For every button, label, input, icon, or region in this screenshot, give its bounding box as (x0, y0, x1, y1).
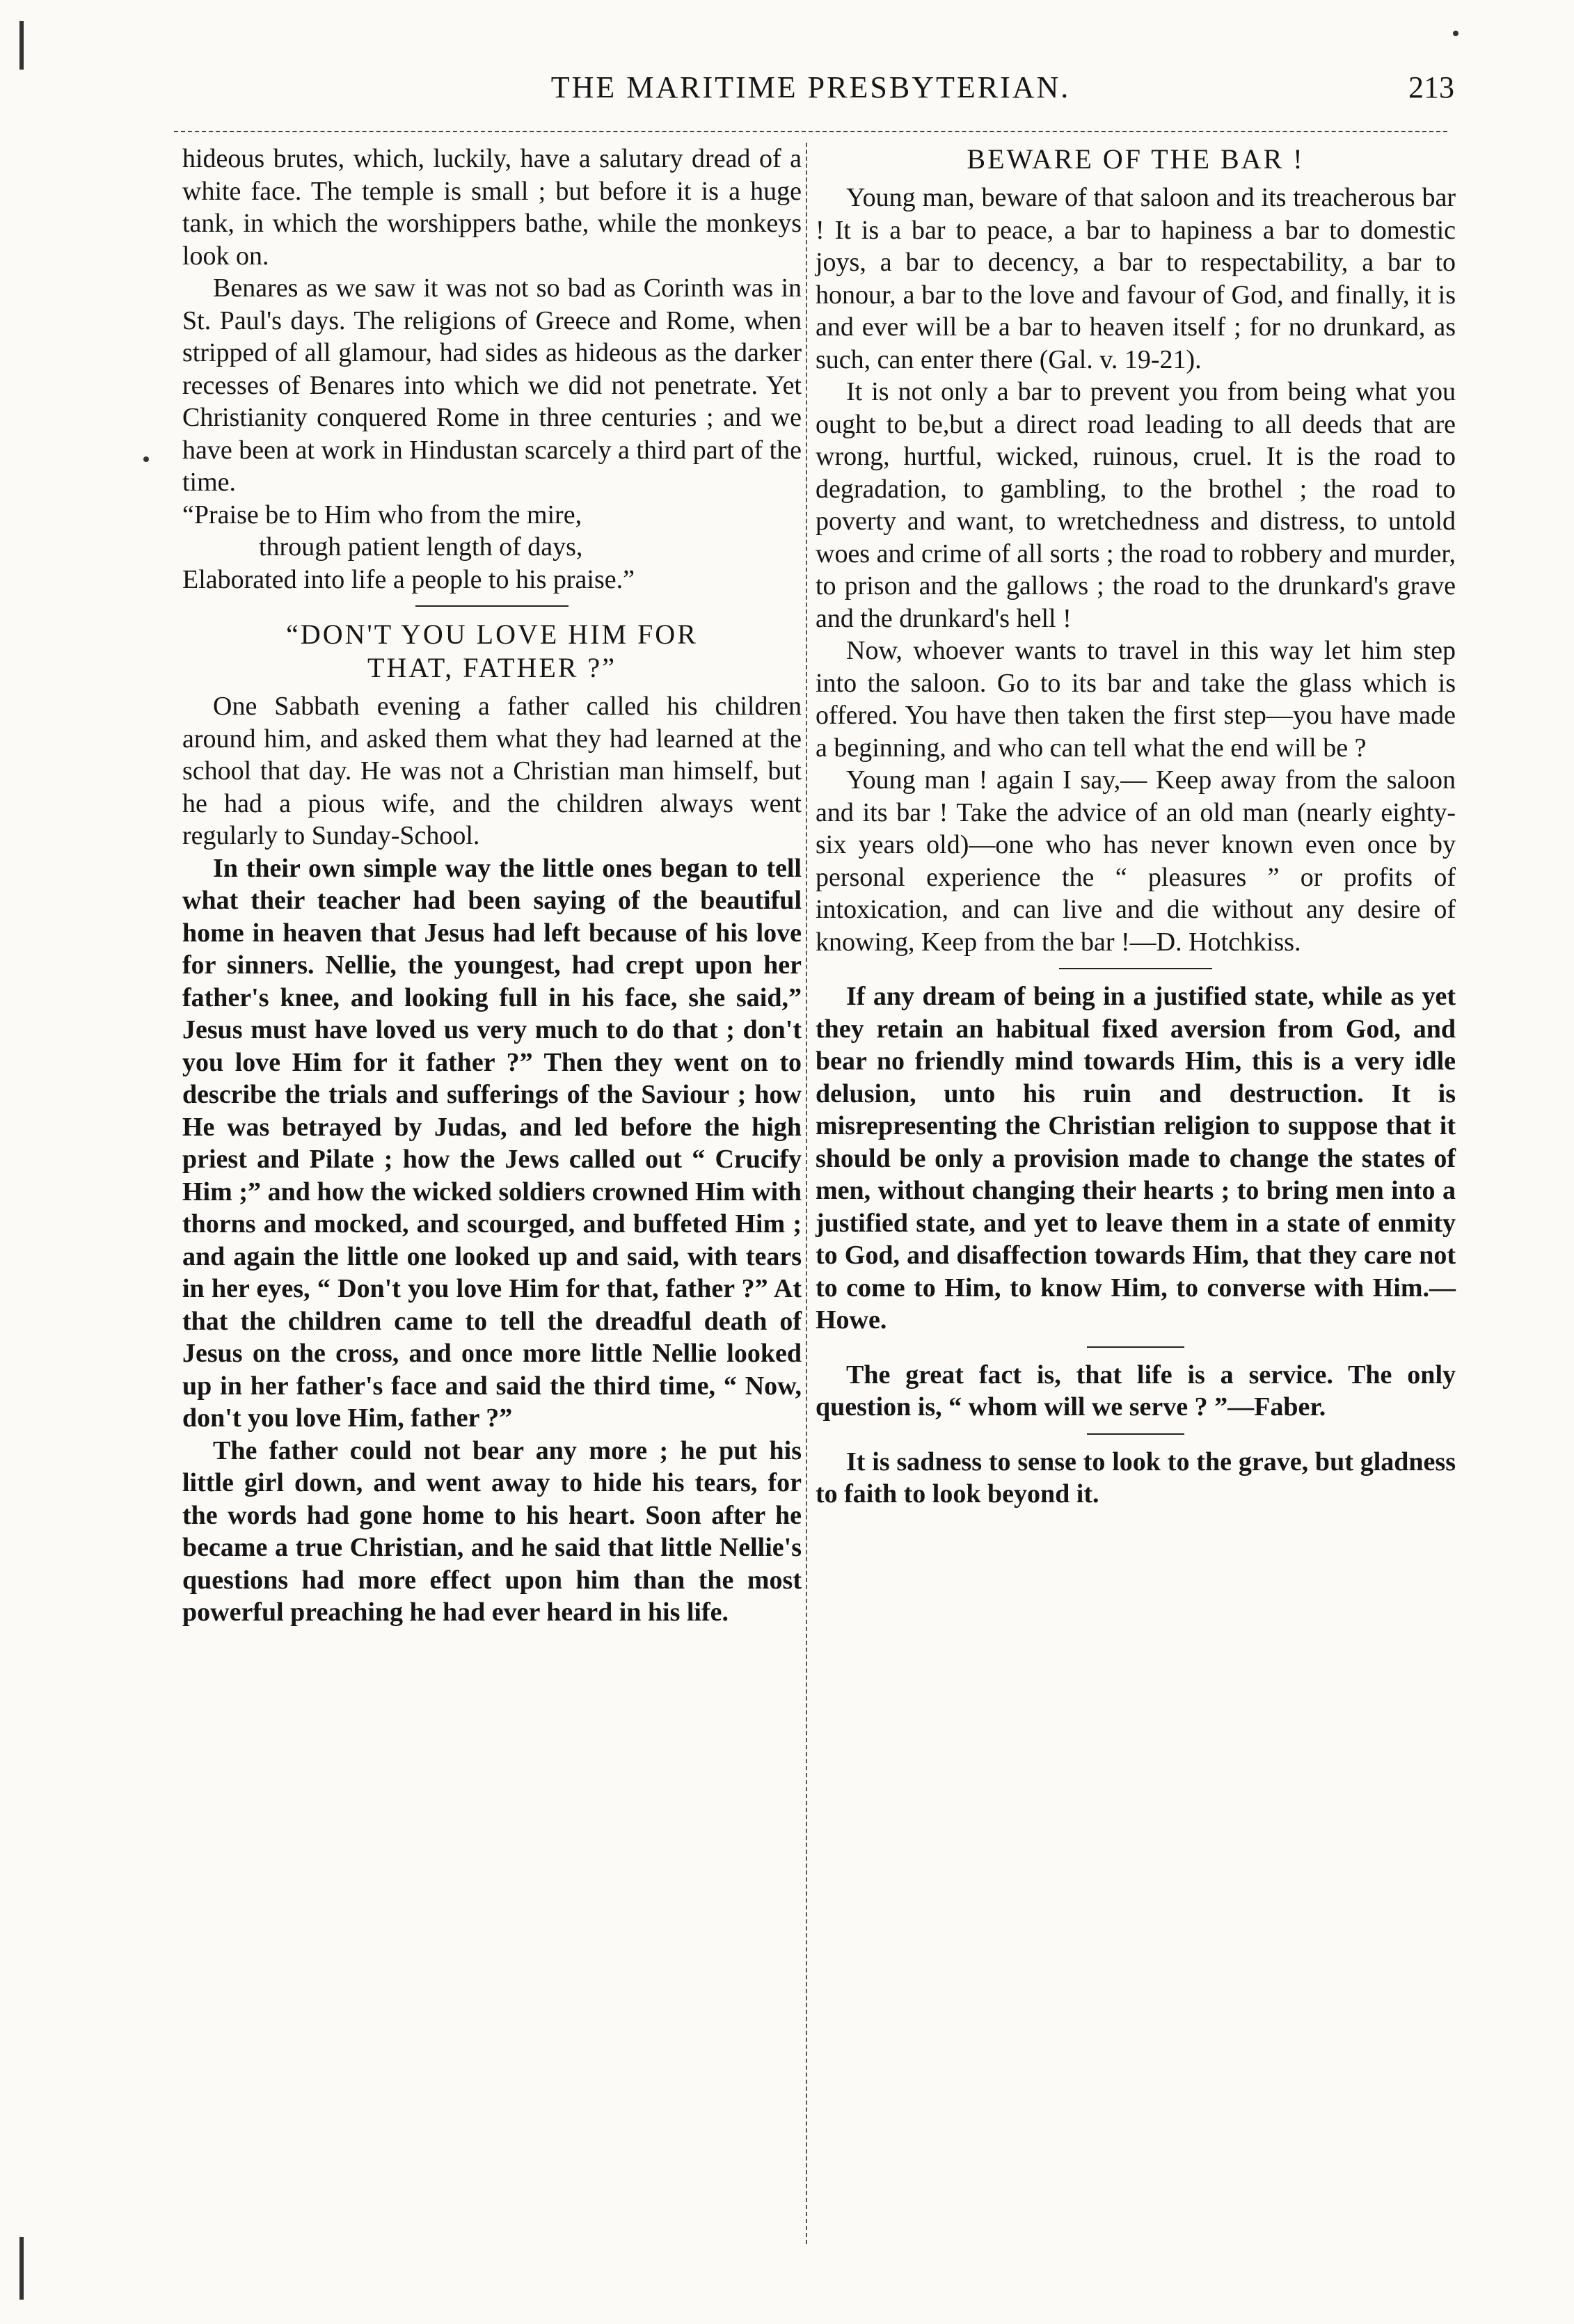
quote-paragraph: It is sadness to sense to look to the grave, but gladness to faith to look beyond it. (816, 1447, 1456, 1509)
article-heading: BEWARE OF THE BAR ! (967, 143, 1305, 175)
paragraph: In their own simple way the little ones began to tell what their teacher had been saying of the beautiful home in heaven that Jesus had left because of his love for sinners. Nellie, the youngest, had crept upon her father's knee, and looking full in his face, she said,” Jesus must have loved us very much to do that ; don't you love Him for it father ?” Then they went on to describe the trials and sufferings of the Saviour ; how He was betrayed by Judas, and led before the high priest and Pilate ; how the Jews called out “ Crucify Him ;” and how the wicked soldiers crowned Him with thorns and mocked, and scourged, and buffeted Him ; and again the little one looked up and said, with tears in her eyes, “ Don't you love Him for that, father ?” At that the children came to tell the dreadful death of Jesus on the cross, and once more little Nellie looked up in her father's face and said the third time, “ Now, don't you love Him, father ?” (182, 853, 802, 1433)
poem-line: through patient length of days, (259, 532, 583, 562)
column-separator (806, 143, 807, 2244)
paragraph: Benares as we saw it was not so bad as Corinth was in St. Paul's days. The religions of Greece and Rome, when stripped of all glamour, had sides as hideous as the darker recesses of Benares into which we did not penetrate. Yet Christianity conquered Rome in three centuries ; and we have been at work in Hindustan scarcely a third part of the time. (182, 273, 802, 497)
page-number: 213 (1408, 70, 1454, 104)
heading-line: THAT, FATHER ?” (367, 652, 617, 683)
section-rule (1059, 968, 1212, 969)
article-heading (182, 618, 802, 685)
quote-paragraph: The great fact is, that life is a service. The only question is, “ whom will we serve ? ”—Faber. (816, 1360, 1456, 1422)
edge-mark (19, 21, 24, 70)
paragraph: One Sabbath evening a father called his children around him, and asked them what they had learned at the school that day. He was not a Christian man himself, but he had a pious wife, and the children always went regularly to Sunday-School. (182, 692, 802, 850)
quote-paragraph: If any dream of being in a justified state, while as yet they retain an habitual fixed aversion from God, and bear no friendly mind towards Him, this is a very idle delusion, unto his ruin and destruction. It is misrepresenting the Christian religion to suppose that it should be only a provision made to change the states of men, without changing their hearts ; to bring men into a justified state, and yet to leave them in a state of enmity to God, and disaffection towards Him, that they care not to come to Him, to know Him, to converse with Him.—Howe. (816, 982, 1456, 1335)
paragraph: It is not only a bar to prevent you from being what you ought to be,but a direct road leading to all deeds that are wrong, hurtful, wicked, ruinous, cruel. It is the road to degradation, to gambling, to the brothel ; the road to poverty and want, to wretchedness and distress, to untold woes and crime of all sorts ; the road to robbery and murder, to prison and the gallows ; the road to the drunkard's grave and the drunkard's hell ! (816, 377, 1456, 633)
margin-dot (143, 456, 149, 462)
left-column (182, 143, 802, 1629)
running-title: THE MARITIME PRESBYTERIAN. (550, 70, 1071, 104)
section-rule (1087, 1346, 1184, 1348)
paragraph: The father could not bear any more ; he put his little girl down, and went away to hide his tears, for the words had gone home to his heart. Soon after he became a true Christian, and he said that little Nellie's questions had more effect upon him than the most powerful preaching he had ever heard in his life. (182, 1435, 802, 1627)
poem-line: “Praise be to Him who from the mire, (182, 500, 582, 530)
paragraph: hideous brutes, which, luckily, have a salutary dread of a white face. The temple is small ; but before it is a huge tank, in which the worshippers bathe, while the monkeys look on. (182, 144, 802, 271)
right-column (816, 143, 1456, 1511)
paragraph: Young man, beware of that saloon and its treacherous bar ! It is a bar to peace, a bar to hapiness a bar to domestic joys, a bar to decency, a bar to respectability, a bar to honour, a bar to the love and favour of God, and finally, it is and ever will be a bar to heaven itself ; for no drunkard, as such, can enter there (Gal. v. 19-21). (816, 183, 1456, 374)
paragraph: Young man ! again I say,— Keep away from the saloon and its bar ! Take the advice of an old man (nearly eighty-six years old)—one who has never known even once by personal experience the “ pleasures ” or profits of intoxication, and can live and die without any desire of knowing, Keep from the bar !—D. Hotchkiss. (816, 765, 1456, 957)
heading-line: “DON'T YOU LOVE HIM FOR (286, 619, 698, 650)
header-rule (174, 131, 1447, 132)
paragraph: Now, whoever wants to travel in this way let him step into the saloon. Go to its bar and take the glass which is offered. You have then taken the first step—you have made a beginning, and who can tell what the end will be ? (816, 636, 1456, 763)
poem-line: Elaborated into life a people to his praise.” (182, 564, 635, 594)
section-rule (415, 605, 569, 607)
edge-mark (19, 2237, 24, 2300)
page-header (167, 64, 1454, 120)
section-rule (1087, 1433, 1184, 1435)
corner-dot (1453, 31, 1458, 36)
poem-quote (182, 499, 802, 596)
